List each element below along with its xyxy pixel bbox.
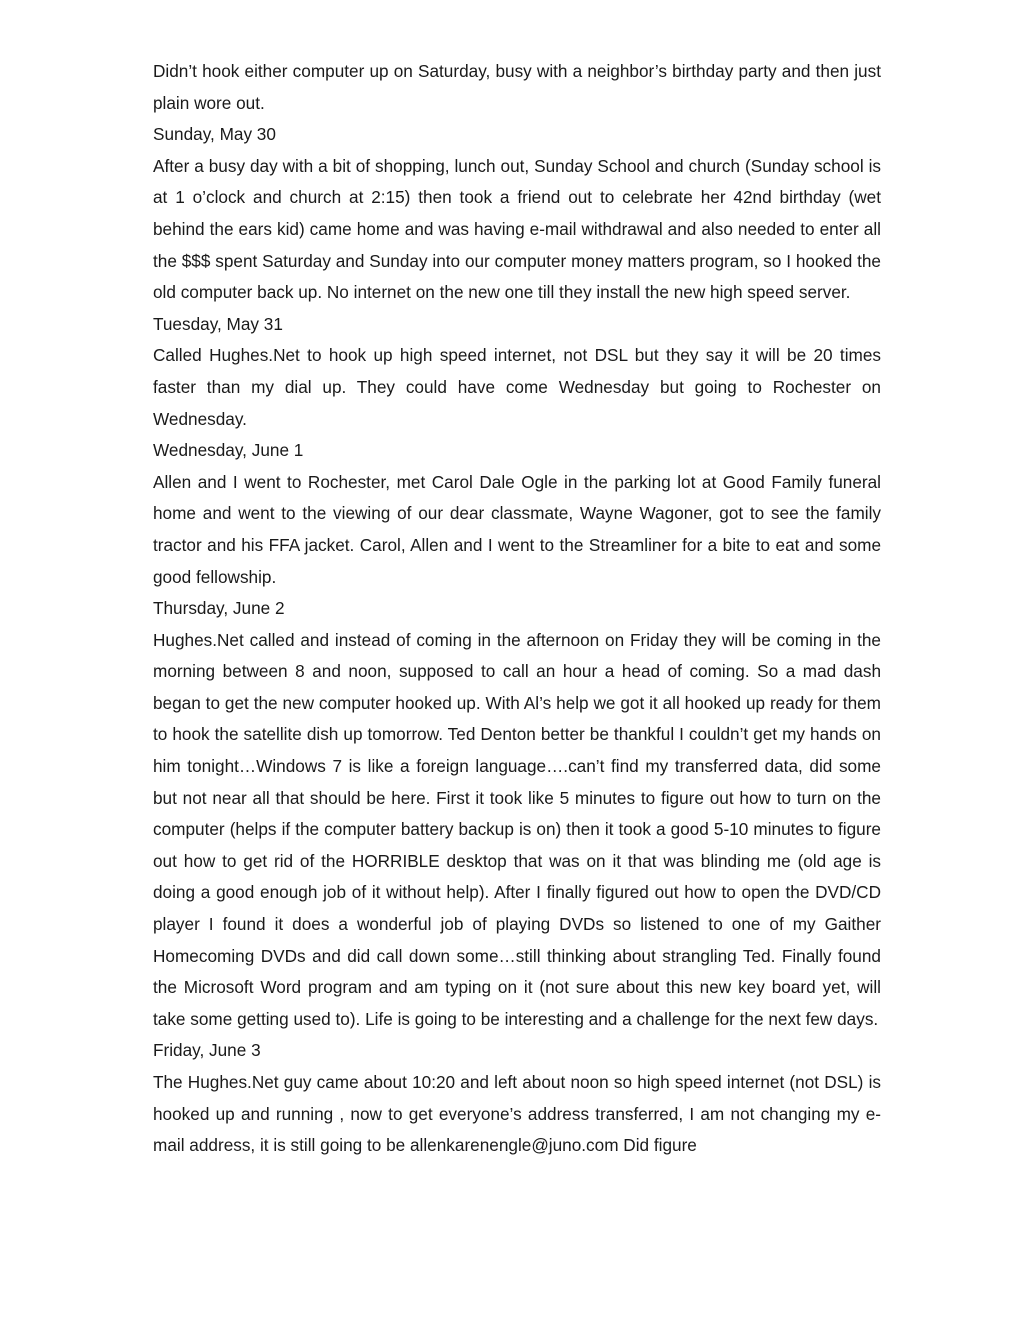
entry-date: Sunday, May 30 bbox=[153, 124, 276, 145]
entry-date: Thursday, June 2 bbox=[153, 598, 285, 619]
entry-text: The Hughes.Net guy came about 10:20 and left about noon so high speed internet (not DSL) is hooked up and running , now to get everyone’s address transferred, I am not changing my e-mail address, it is still going to be allenkarenengle@juno.com Did figure bbox=[153, 1072, 881, 1156]
entry-text: Didn’t hook either computer up on Saturday, busy with a neighbor’s birthday party and then just plain wore out. bbox=[153, 61, 881, 113]
document-page bbox=[153, 56, 881, 1162]
entry-text: After a busy day with a bit of shopping, lunch out, Sunday School and church (Sunday school is at 1 o’clock and church at 2:15) then took a friend out to celebrate her 42nd birthday (wet behind the ears kid) came home and was having e-mail withdrawal and also needed to enter all the $$$ spent Saturday and Sunday into our computer money matters program, so I hooked the old computer back up. No internet on the new one till they install the new high speed server. bbox=[153, 155, 881, 303]
entry-date: Wednesday, June 1 bbox=[153, 440, 304, 461]
entry-date: Tuesday, May 31 bbox=[153, 313, 283, 334]
entry-text: Allen and I went to Rochester, met Carol Dale Ogle in the parking lot at Good Family funeral home and went to the viewing of our dear classmate, Wayne Wagoner, got to see the family tractor and his FFA jacket. Carol, Allen and I went to the Streamliner for a bite to eat and some good fellowship. bbox=[153, 471, 881, 587]
entry-text: Hughes.Net called and instead of coming in the afternoon on Friday they will be coming in the morning between 8 and noon, supposed to call an hour a head of coming. So a mad dash began to get the new computer hooked up. With Al’s help we got it all hooked up ready for them to hook the satellite dish up tomorrow. Ted Denton better be thankful I couldn’t get my hands on him tonight…Windows 7 is like a foreign language….can’t find my transferred data, did some but not near all that should be here. First it took like 5 minutes to figure out how to turn on the computer (helps if the computer battery backup is on) then it took a good 5-10 minutes to figure out how to get rid of the HORRIBLE desktop that was on it that was blinding me (old age is doing a good enough job of it without help). After I finally figured out how to open the DVD/CD player I found it does a wonderful job of playing DVDs so listened to one of my Gaither Homecoming DVDs and did call down some…still thinking about strangling Ted. Finally found the Microsoft Word program and am typing on it (not sure about this new key board yet, will take some getting used to). Life is going to be interesting and a challenge for the next few days. bbox=[153, 629, 881, 1029]
entry-text: Called Hughes.Net to hook up high speed internet, not DSL but they say it will be 20 times faster than my dial up. They could have come Wednesday but going to Rochester on Wednesday. bbox=[153, 345, 881, 429]
entry-date: Friday, June 3 bbox=[153, 1040, 261, 1061]
